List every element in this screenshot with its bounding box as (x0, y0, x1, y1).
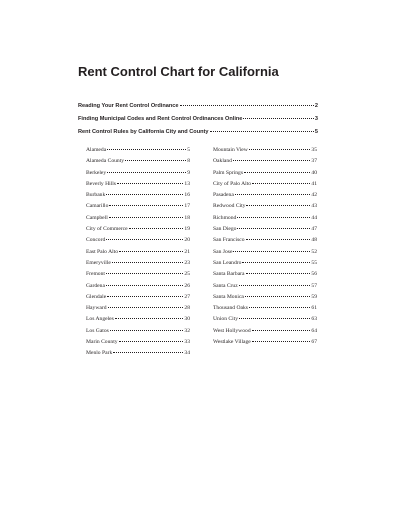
dot-leader (246, 239, 311, 240)
city-page-number: 43 (311, 203, 317, 210)
city-name: East Palo Alto (86, 248, 119, 255)
dot-leader (237, 217, 310, 218)
city-name: Gardena (86, 282, 105, 289)
city-entry[interactable] (213, 201, 317, 212)
city-page-number: 41 (311, 180, 317, 187)
city-page-number: 47 (311, 226, 317, 233)
city-page-number: 56 (311, 271, 317, 278)
city-name: Los Gatos (86, 327, 109, 334)
city-page-number: 67 (311, 339, 317, 346)
dot-leader (246, 205, 310, 206)
city-name: Alameda (86, 147, 107, 153)
city-entry[interactable] (86, 258, 190, 269)
toc-main-list (78, 100, 318, 139)
city-name: Alameda County (86, 158, 125, 165)
toc-entry[interactable] (78, 126, 318, 139)
city-entry[interactable] (213, 168, 317, 179)
dot-leader (106, 273, 183, 274)
city-entry[interactable] (213, 337, 317, 348)
city-page-number: 19 (184, 226, 190, 233)
city-page-number: 21 (184, 248, 190, 255)
city-name: Emeryville (86, 259, 111, 266)
city-entry[interactable] (86, 303, 190, 314)
dot-leader (246, 273, 311, 274)
city-page-number: 33 (184, 339, 190, 346)
city-name: Concord (86, 237, 106, 244)
toc-entry[interactable] (78, 113, 318, 126)
toc-entry-page: 3 (314, 116, 318, 122)
dot-leader (239, 318, 310, 319)
city-page-number: 26 (184, 282, 190, 289)
dot-leader (107, 149, 186, 150)
city-name: Santa Monica (213, 293, 244, 300)
dot-leader (233, 251, 310, 252)
city-entry[interactable] (213, 269, 317, 280)
city-page-number: 57 (311, 282, 317, 289)
dot-leader (180, 105, 314, 106)
dot-leader (235, 194, 311, 195)
toc-entry-label: Reading Your Rent Control Ordinance (78, 103, 179, 109)
dot-leader (210, 131, 314, 132)
city-entry[interactable] (213, 326, 317, 337)
city-page-number: 25 (184, 271, 190, 278)
dot-leader (107, 296, 183, 297)
city-name: Richmond (213, 214, 237, 221)
page-title: Rent Control Chart for California (78, 64, 279, 79)
city-name: City of Palo Alto (213, 180, 252, 187)
city-page-number: 28 (184, 305, 190, 312)
city-page-number: 16 (184, 192, 190, 199)
city-page-number: 20 (184, 237, 190, 244)
dot-leader (252, 183, 310, 184)
dot-leader (119, 251, 183, 252)
city-page-number: 59 (311, 293, 317, 300)
city-entry[interactable] (213, 156, 317, 167)
toc-entry-label: Rent Control Rules by California City and County (78, 129, 209, 135)
city-name: Mountain View (213, 147, 248, 153)
dot-leader (117, 183, 183, 184)
dot-leader (106, 239, 183, 240)
city-entry[interactable] (86, 201, 190, 212)
city-entry[interactable] (86, 314, 190, 325)
city-name: San Leandro (213, 259, 242, 266)
city-name: Camarillo (86, 203, 109, 210)
city-entry[interactable] (86, 348, 190, 359)
dot-leader (113, 352, 183, 353)
city-name: Thousand Oaks (213, 305, 248, 312)
dot-leader (109, 217, 184, 218)
city-entry[interactable] (213, 303, 317, 314)
city-page-number: 30 (184, 316, 190, 323)
city-page-number: 34 (184, 350, 190, 357)
dot-leader (110, 330, 184, 331)
city-entry[interactable] (86, 179, 190, 190)
city-page-number: 9 (187, 169, 190, 176)
city-column-left (86, 145, 190, 360)
city-name: Hayward (86, 305, 107, 312)
city-name: Pasadena (213, 192, 234, 199)
city-page-number: 27 (184, 293, 190, 300)
city-name: Berkeley (86, 169, 107, 176)
dot-leader (243, 118, 313, 119)
dot-leader (125, 160, 186, 161)
city-page-number: 40 (311, 169, 317, 176)
city-name: San Francisco (213, 237, 245, 244)
city-name: City of Commerce (86, 226, 128, 233)
city-entry[interactable] (86, 281, 190, 292)
city-name: Glendale (86, 293, 107, 300)
city-page-number: 55 (311, 259, 317, 266)
dot-leader (129, 228, 184, 229)
dot-leader (242, 262, 310, 263)
dot-leader (108, 307, 184, 308)
city-page-number: 52 (311, 248, 317, 255)
dot-leader (109, 205, 183, 206)
toc-entry-label: Finding Municipal Codes and Rent Control Ordinances Online (78, 116, 243, 122)
city-name: Burbank (86, 192, 106, 199)
city-page-number: 44 (311, 214, 317, 221)
city-page-number: 32 (184, 327, 190, 334)
city-page-number: 64 (311, 327, 317, 334)
city-name: Beverly Hills (86, 180, 116, 187)
dot-leader (245, 296, 310, 297)
city-page-number: 5 (187, 147, 190, 153)
city-name: Westlake Village (213, 339, 251, 346)
city-name: Marin County (86, 339, 118, 346)
city-entry[interactable] (86, 190, 190, 201)
city-entry[interactable] (86, 224, 190, 235)
city-entry[interactable] (86, 235, 190, 246)
city-entry[interactable] (86, 168, 190, 179)
city-name: Oakland (213, 158, 232, 165)
dot-leader (249, 307, 310, 308)
city-name: San Diego (213, 226, 237, 233)
city-entry[interactable] (86, 269, 190, 280)
city-entry[interactable] (86, 145, 190, 156)
city-entry[interactable] (213, 179, 317, 190)
city-page-number: 42 (311, 192, 317, 199)
city-column-right (213, 145, 317, 348)
dot-leader (115, 318, 184, 319)
city-entry[interactable] (213, 292, 317, 303)
city-entry[interactable] (86, 337, 190, 348)
city-entry[interactable] (213, 213, 317, 224)
city-entry[interactable] (213, 235, 317, 246)
city-name: Fremont (86, 271, 105, 278)
dot-leader (252, 330, 311, 331)
city-name: Los Angeles (86, 316, 114, 323)
dot-leader (239, 285, 311, 286)
city-entry[interactable] (213, 281, 317, 292)
city-page-number: 13 (184, 180, 190, 187)
city-name: West Hollywood (213, 327, 251, 334)
toc-entry-page: 2 (314, 103, 318, 109)
city-entry[interactable] (86, 247, 190, 258)
city-name: Santa Cruz (213, 282, 238, 289)
city-entry[interactable] (86, 326, 190, 337)
city-entry[interactable] (86, 292, 190, 303)
city-entry[interactable] (86, 156, 190, 167)
city-entry[interactable] (213, 258, 317, 269)
dot-leader (107, 172, 186, 173)
city-name: San Jose (213, 248, 233, 255)
city-page-number: 48 (311, 237, 317, 244)
city-page-number: 63 (311, 316, 317, 323)
dot-leader (119, 341, 184, 342)
city-name: Redwood City (213, 203, 246, 210)
city-page-number: 61 (311, 305, 317, 312)
dot-leader (106, 194, 183, 195)
city-name: Campbell (86, 214, 108, 221)
toc-entry-page: 5 (314, 129, 318, 135)
dot-leader (112, 262, 184, 263)
city-page-number: 8 (187, 158, 190, 165)
toc-entry[interactable] (78, 100, 318, 113)
city-page-number: 37 (311, 158, 317, 165)
dot-leader (106, 285, 183, 286)
dot-leader (237, 228, 310, 229)
dot-leader (244, 172, 310, 173)
city-entry[interactable] (213, 224, 317, 235)
city-page-number: 18 (184, 214, 190, 221)
city-entry[interactable] (213, 145, 317, 156)
dot-leader (249, 149, 311, 150)
city-page-number: 35 (311, 147, 317, 153)
city-page-number: 17 (184, 203, 190, 210)
city-entry[interactable] (213, 247, 317, 258)
city-entry[interactable] (213, 314, 317, 325)
city-name: Palm Springs (213, 169, 243, 176)
city-entry[interactable] (213, 190, 317, 201)
city-name: Union City (213, 316, 239, 323)
dot-leader (252, 341, 311, 342)
city-page-number: 23 (184, 259, 190, 266)
city-name: Menlo Park (86, 350, 113, 357)
dot-leader (233, 160, 310, 161)
city-name: Santa Barbara (213, 271, 245, 278)
city-entry[interactable] (86, 213, 190, 224)
